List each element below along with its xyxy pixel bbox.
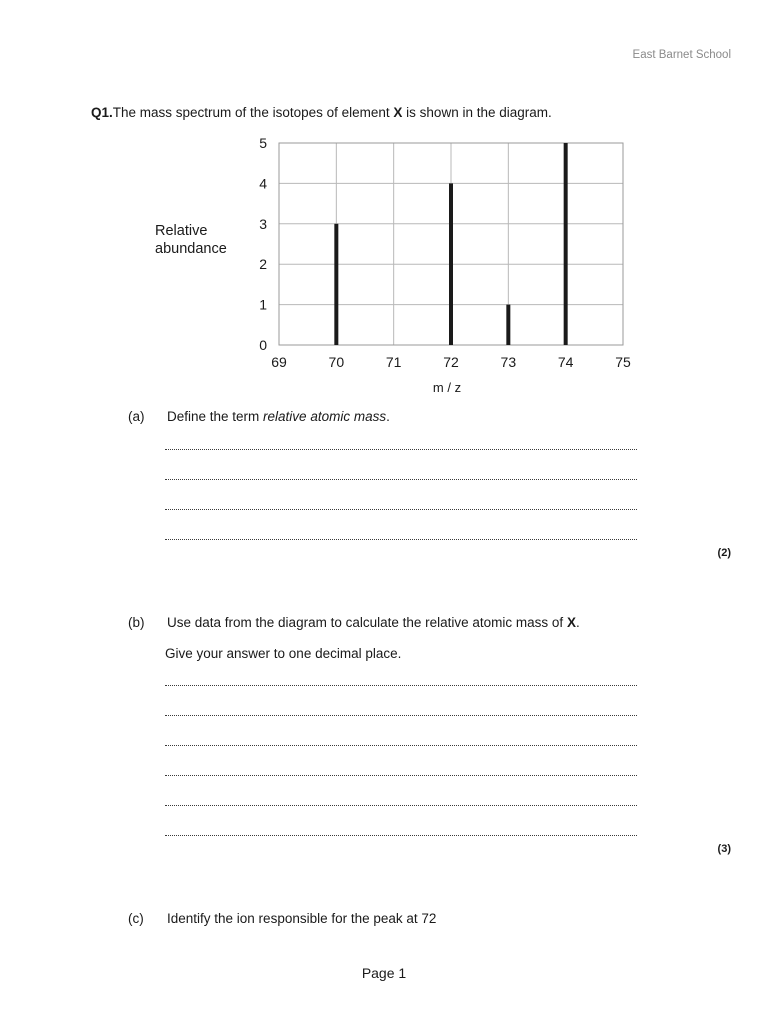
x-tick-label-69: 69	[271, 354, 287, 370]
question-number: Q1.	[91, 105, 113, 120]
x-axis-label: m / z	[432, 380, 462, 395]
y-axis-label-line-2: abundance	[155, 241, 227, 257]
part-a-answer-line-4[interactable]	[165, 539, 637, 540]
y-tick-label-4: 4	[259, 175, 267, 192]
page-number: Page 1	[361, 965, 407, 981]
part-b-element: X	[566, 615, 576, 630]
y-tick-label-0: 0	[259, 337, 267, 353]
question-element: X	[393, 105, 403, 120]
x-tick-label-74: 74	[557, 354, 574, 370]
mass-spectrum-chart	[140, 125, 650, 400]
part-b-answer-line-2[interactable]	[165, 715, 637, 716]
part-a-text-2: .	[386, 409, 390, 424]
part-b-answer-line-4[interactable]	[165, 775, 637, 776]
part-a-text-1: Define the term	[167, 409, 264, 424]
part-a-prompt	[167, 409, 390, 424]
x-tick-label-72: 72	[443, 354, 459, 370]
y-tick-label-1: 1	[259, 296, 267, 313]
part-a-answer-line-1[interactable]	[165, 449, 637, 450]
question-stem	[91, 105, 552, 120]
x-tick-label-70: 70	[328, 354, 345, 370]
part-b-answer-line-5[interactable]	[165, 805, 637, 806]
y-axis-label-line-1: Relative	[155, 223, 208, 239]
bar-74	[564, 143, 568, 345]
bar-70	[334, 224, 338, 345]
part-c-label: (c)	[128, 911, 144, 926]
part-b-answer-line-1[interactable]	[165, 685, 637, 686]
x-tick-label-71: 71	[385, 354, 402, 370]
x-tick-label-75: 75	[615, 354, 631, 370]
part-b-text-2: .	[575, 615, 580, 630]
question-stem-text-1: The mass spectrum of the isotopes of element	[112, 105, 394, 120]
bar-73	[506, 305, 510, 345]
question-stem-text-2: is shown in the diagram.	[402, 105, 552, 120]
part-a-answer-line-3[interactable]	[165, 509, 637, 510]
y-tick-label-3: 3	[259, 215, 267, 232]
part-b-instruction: Give your answer to one decimal place.	[165, 646, 402, 661]
part-b-marks: (3)	[717, 843, 731, 855]
y-tick-label-5: 5	[259, 135, 267, 151]
part-a-term: relative atomic mass	[263, 409, 387, 424]
part-a-answer-line-2[interactable]	[165, 479, 637, 480]
part-a-label: (a)	[128, 409, 145, 424]
part-b-answer-line-3[interactable]	[165, 745, 637, 746]
part-b-label: (b)	[128, 615, 145, 630]
y-tick-label-2: 2	[259, 256, 267, 273]
bar-72	[449, 183, 453, 345]
school-name: East Barnet School	[632, 49, 731, 61]
part-b-text-1: Use data from the diagram to calculate the relative atomic mass of	[167, 615, 567, 630]
part-c-prompt: Identify the ion responsible for the peak at 72	[167, 911, 437, 926]
part-b-prompt	[167, 615, 580, 630]
x-tick-label-73: 73	[500, 354, 517, 370]
part-b-answer-line-6[interactable]	[165, 835, 637, 836]
part-a-marks: (2)	[717, 547, 731, 559]
